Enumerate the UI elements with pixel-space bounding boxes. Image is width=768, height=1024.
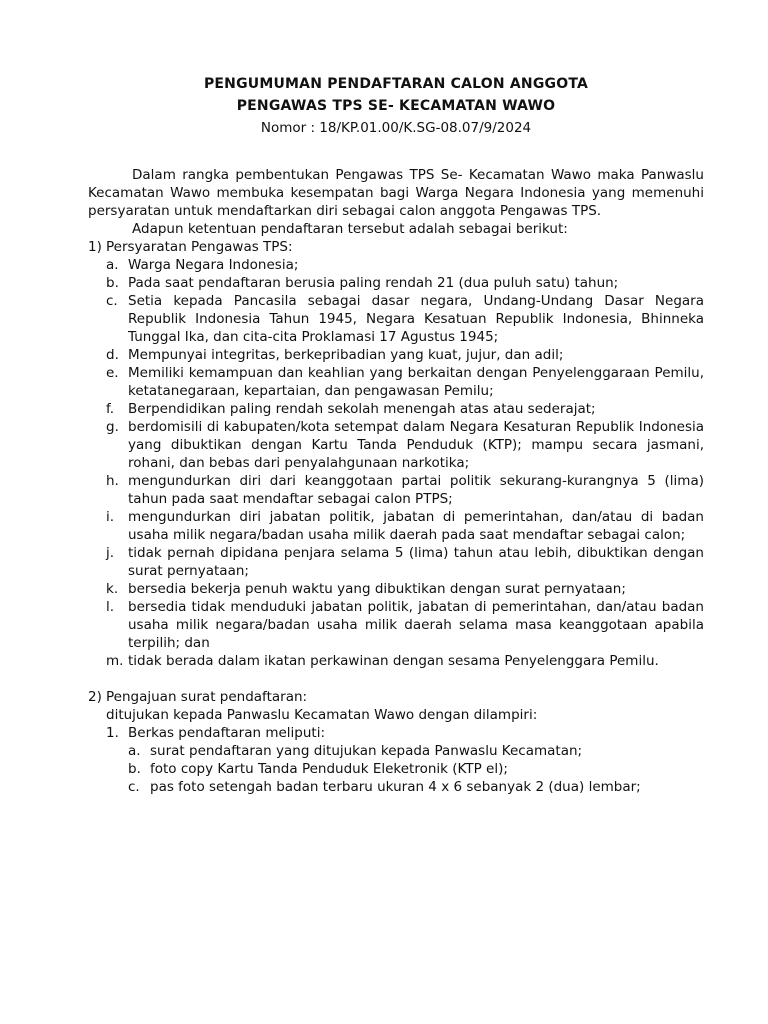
list-item xyxy=(88,256,704,274)
item-text: Warga Negara Indonesia; xyxy=(128,257,299,273)
list-item xyxy=(88,742,704,760)
item-text: Berkas pendaftaran meliputi: xyxy=(128,725,325,741)
item-label: h. xyxy=(106,473,119,489)
item-text: foto copy Kartu Tanda Penduduk Eleketronik (KTP el); xyxy=(150,761,508,777)
item-label: c. xyxy=(128,779,140,795)
item-text: Mempunyai integritas, berkepribadian yang kuat, jujur, dan adil; xyxy=(128,347,564,363)
item-label: e. xyxy=(106,365,119,381)
item-text: tidak berada dalam ikatan perkawinan dengan sesama Penyelenggara Pemilu. xyxy=(128,653,659,669)
item-text: pas foto setengah badan terbaru ukuran 4 x 6 sebanyak 2 (dua) lembar; xyxy=(150,779,641,795)
item-label: d. xyxy=(106,347,119,363)
list-item xyxy=(88,418,704,472)
item-text: tidak pernah dipidana penjara selama 5 (lima) tahun atau lebih, dibuktikan dengan surat pernyataan; xyxy=(128,545,704,579)
list-item xyxy=(88,760,704,778)
item-label: j. xyxy=(106,545,115,561)
intro-paragraph: Dalam rangka pembentukan Pengawas TPS Se- Kecamatan Wawo maka Panwaslu Kecamatan Wawo membuka kesempatan bagi Warga Negara Indonesia yang memenuhi persyaratan untuk mendaftarkan diri sebagai calon anggota Pengawas TPS. xyxy=(88,167,704,219)
list-item xyxy=(88,544,704,580)
list-item xyxy=(88,472,704,508)
item-label: a. xyxy=(128,743,141,759)
section-2-heading xyxy=(88,688,704,706)
section-number: 1) xyxy=(88,239,102,255)
item-text: berdomisili di kabupaten/kota setempat dalam Negara Kesaturan Republik Indonesia yang dibuktikan dengan Kartu Tanda Penduduk (KTP); mampu secara jasmani, rohani, dan bebas dari penyalahgunaan narkotika; xyxy=(128,419,704,471)
sub-heading xyxy=(88,724,704,742)
item-label: k. xyxy=(106,581,119,597)
intro-lead: Adapun ketentuan pendaftaran tersebut adalah sebagai berikut: xyxy=(132,221,568,237)
list-item xyxy=(88,508,704,544)
list-item xyxy=(88,778,704,796)
item-text: bersedia tidak menduduki jabatan politik, jabatan di pemerintahan, dan/atau badan usaha milik negara/badan usaha milik daerah selama masa keanggotaan apabila terpilih; dan xyxy=(128,599,704,651)
item-label: l. xyxy=(106,599,115,615)
item-label: i. xyxy=(106,509,115,525)
item-text: surat pendaftaran yang ditujukan kepada Panwaslu Kecamatan; xyxy=(150,743,583,759)
item-text: Pada saat pendaftaran berusia paling rendah 21 (dua puluh satu) tahun; xyxy=(128,275,619,291)
section-title: Pengajuan surat pendaftaran: xyxy=(106,689,308,705)
item-text: bersedia bekerja penuh waktu yang dibuktikan dengan surat pernyataan; xyxy=(128,581,626,597)
item-text: Berpendidikan paling rendah sekolah menengah atas atau sederajat; xyxy=(128,401,596,417)
list-item xyxy=(88,346,704,364)
list-item xyxy=(88,292,704,346)
document-number: Nomor : 18/KP.01.00/K.SG-08.07/9/2024 xyxy=(260,120,532,136)
item-label: b. xyxy=(106,275,119,291)
item-label: g. xyxy=(106,419,119,435)
item-label: m. xyxy=(106,653,124,669)
spacer xyxy=(88,670,704,688)
item-label: f. xyxy=(106,401,115,417)
list-item xyxy=(88,274,704,292)
section-title: Persyaratan Pengawas TPS: xyxy=(106,239,293,255)
list-item xyxy=(88,652,704,670)
document-body xyxy=(88,166,704,796)
item-text: Memiliki kemampuan dan keahlian yang berkaitan dengan Penyelenggaraan Pemilu, ketatanegaraan, kepartaian, dan pengawasan Pemilu; xyxy=(128,365,704,399)
item-label: 1. xyxy=(106,725,119,741)
item-label: c. xyxy=(106,293,118,309)
section-2-subline: ditujukan kepada Panwaslu Kecamatan Wawo dengan dilampiri: xyxy=(106,707,538,723)
item-label: b. xyxy=(128,761,141,777)
title-line-1: PENGUMUMAN PENDAFTARAN CALON ANGGOTA xyxy=(203,76,589,92)
section-number: 2) xyxy=(88,689,102,705)
list-item xyxy=(88,364,704,400)
list-item xyxy=(88,598,704,652)
item-text: mengundurkan diri dari keanggotaan partai politik sekurang-kurangnya 5 (lima) tahun pada saat mendaftar sebagai calon PTPS; xyxy=(128,473,704,507)
section-1-heading xyxy=(88,238,704,256)
item-text: Setia kepada Pancasila sebagai dasar negara, Undang-Undang Dasar Negara Republik Indonesia Tahun 1945, Negara Kesatuan Republik Indonesia, Bhinneka Tunggal Ika, dan cita-cita Proklamasi 17 Agustus 1945; xyxy=(128,293,704,345)
item-text: mengundurkan diri jabatan politik, jabatan di pemerintahan, dan/atau di badan usaha milik negara/badan usaha milik daerah pada saat mendaftar sebagai calon; xyxy=(128,509,704,543)
title-line-2: PENGAWAS TPS SE- KECAMATAN WAWO xyxy=(236,98,556,114)
item-label: a. xyxy=(106,257,119,273)
list-item xyxy=(88,580,704,598)
list-item xyxy=(88,400,704,418)
